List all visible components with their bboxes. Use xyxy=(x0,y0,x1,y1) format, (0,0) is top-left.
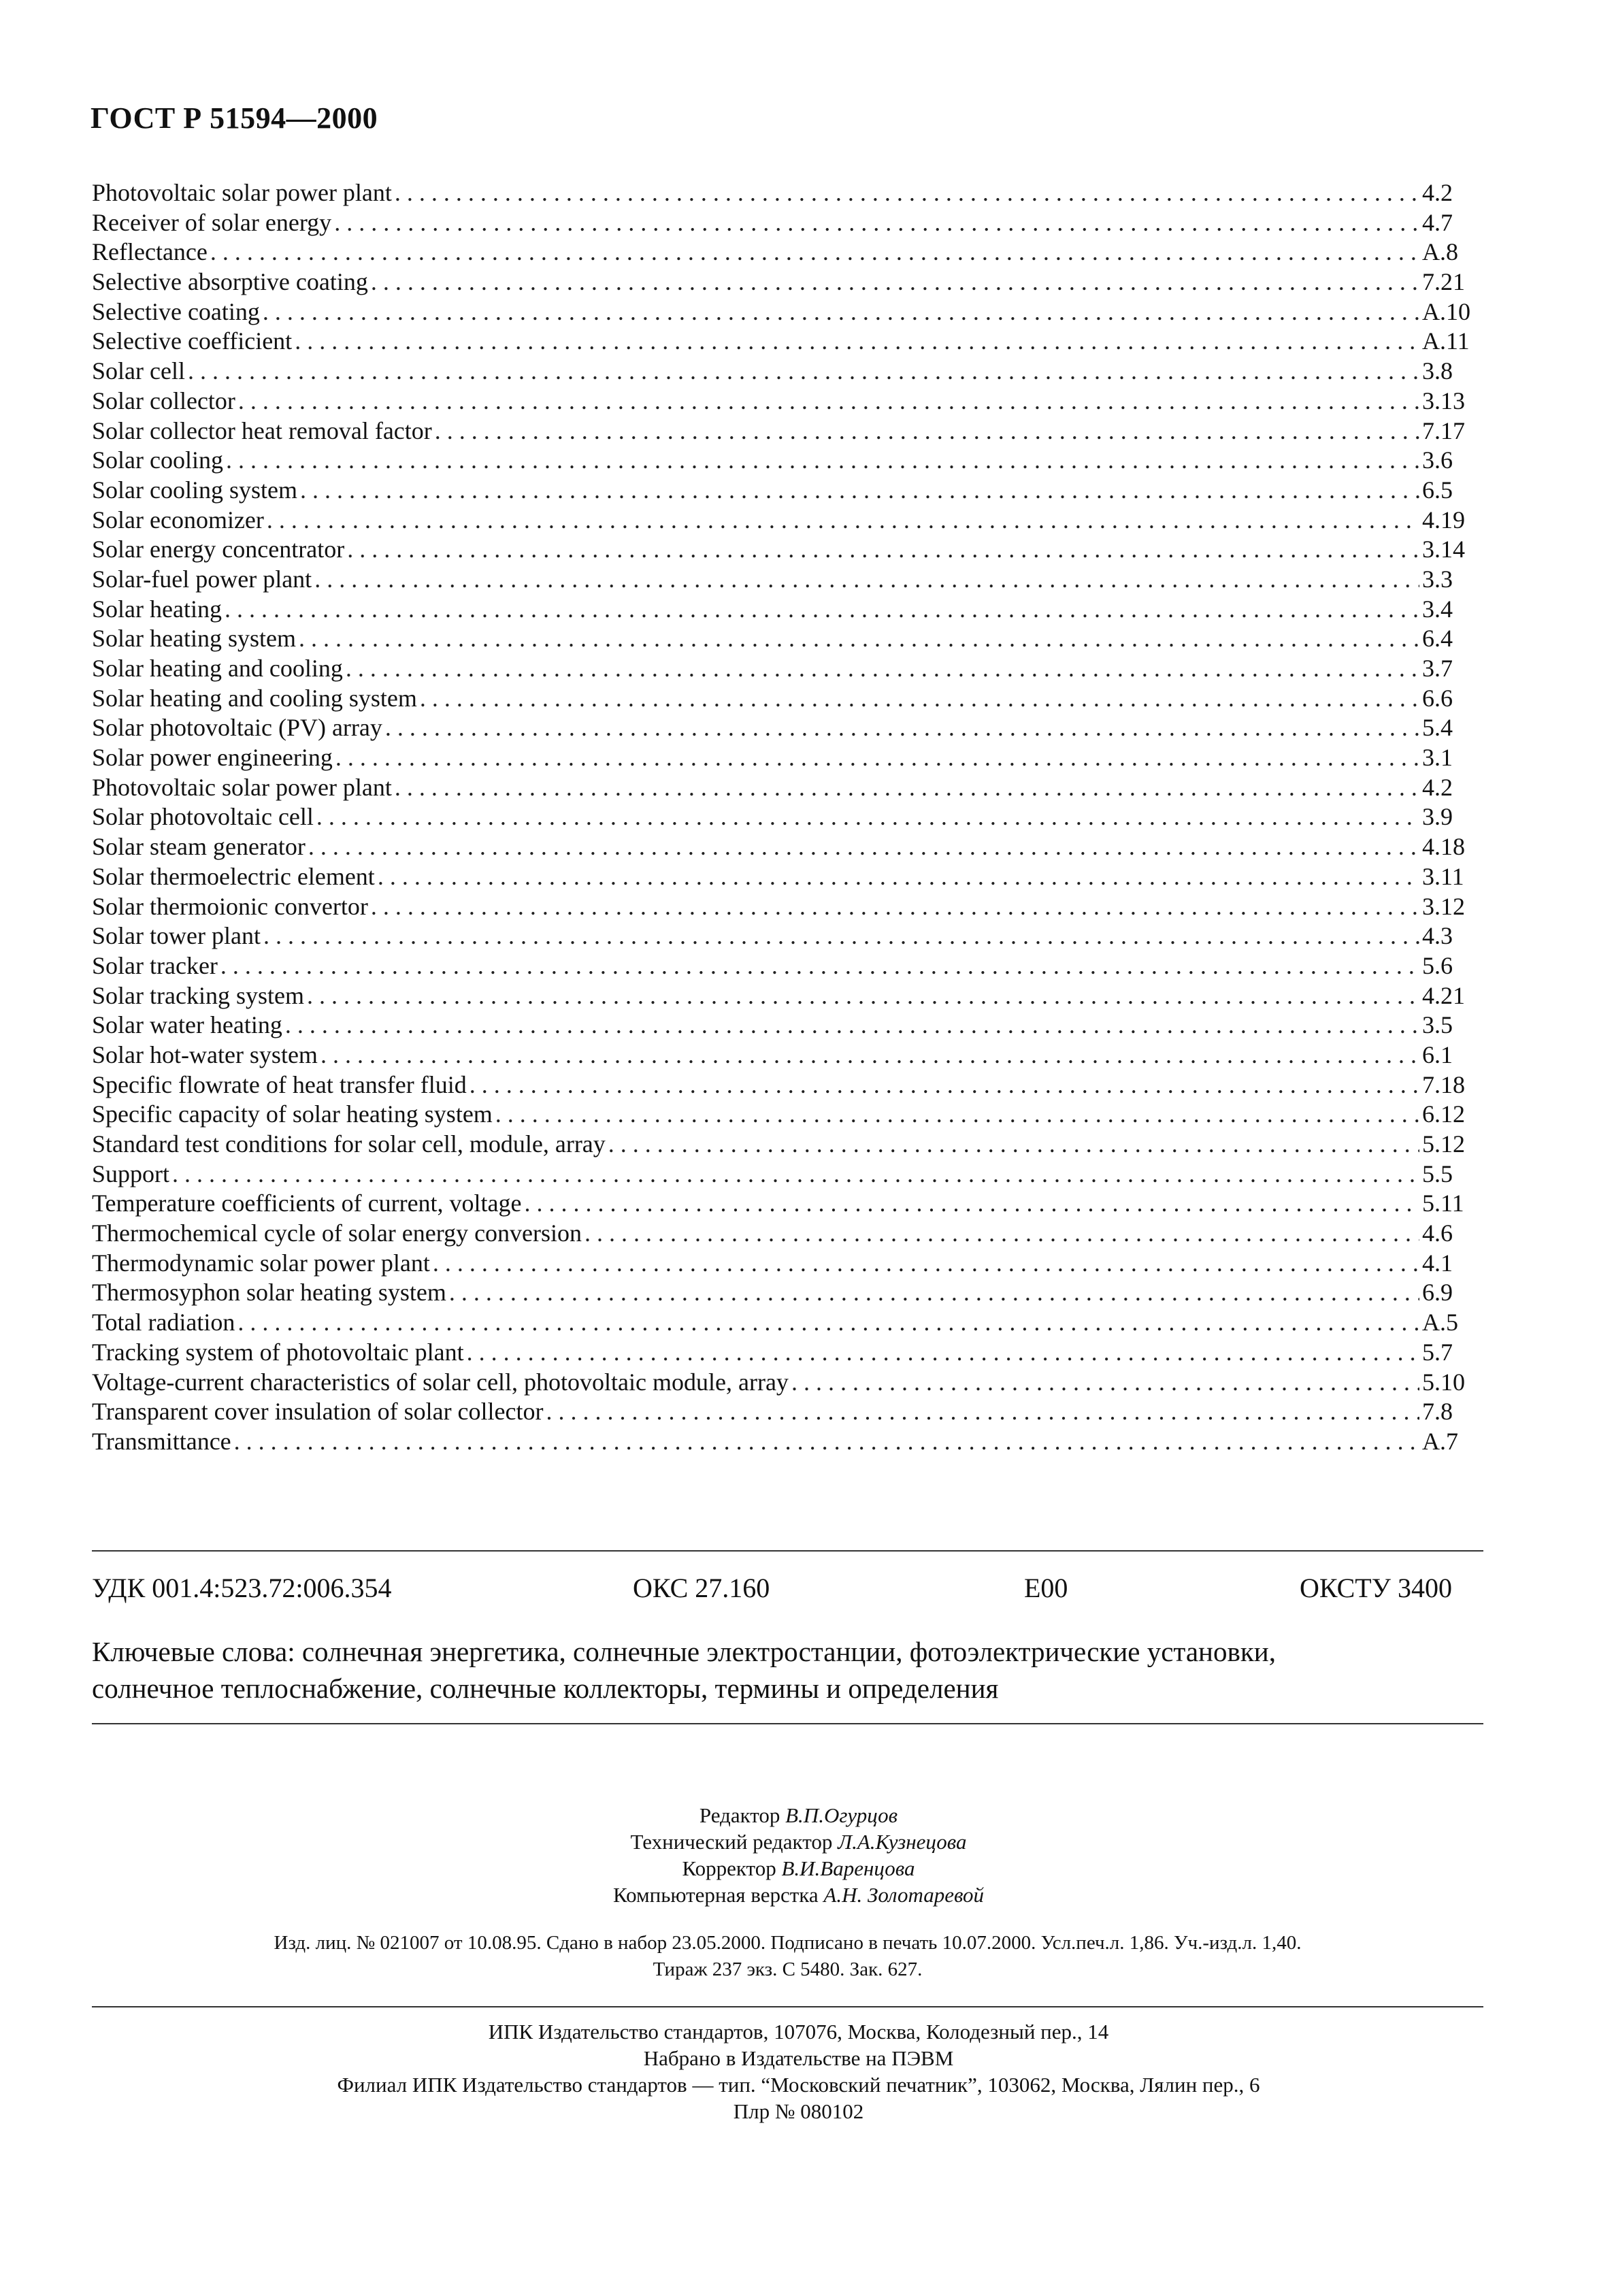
index-reference: 3.13 xyxy=(1422,387,1465,414)
index-entry xyxy=(92,1427,1483,1457)
divider-middle xyxy=(92,1723,1483,1724)
index-entry xyxy=(92,297,1483,327)
editor-name: В.П.Огурцов xyxy=(785,1803,898,1827)
printing-info xyxy=(0,2018,1597,2125)
index-reference: 4.2 xyxy=(1422,773,1453,801)
index-entry xyxy=(92,1070,1483,1100)
index-term: Total radiation xyxy=(92,1309,235,1336)
index-reference: 5.6 xyxy=(1422,951,1453,979)
index-reference: 5.4 xyxy=(1422,714,1453,742)
index-reference: 5.11 xyxy=(1422,1190,1464,1217)
index-entry xyxy=(92,1040,1483,1070)
dot-leader xyxy=(267,506,1419,536)
index-entry xyxy=(92,624,1483,654)
index-term: Solar power engineering xyxy=(92,744,333,772)
dot-leader xyxy=(371,267,1419,297)
index-entry xyxy=(92,208,1483,238)
index-term: Solar tracker xyxy=(92,951,218,979)
index-entry xyxy=(92,981,1483,1011)
dot-leader xyxy=(347,535,1419,565)
index-reference: 3.3 xyxy=(1422,565,1453,593)
index-reference: 5.12 xyxy=(1422,1130,1465,1158)
index-reference: 3.1 xyxy=(1422,744,1453,772)
index-entry xyxy=(92,921,1483,951)
index-entry xyxy=(92,565,1483,595)
index-term: Solar collector heat removal factor xyxy=(92,416,432,444)
index-term: Solar heating and cooling system xyxy=(92,684,417,712)
udk-code: УДК 001.4:523.72:006.354 xyxy=(92,1573,392,1603)
publication-line-2: Тираж 237 экз. С 5480. Зак. 627. xyxy=(653,1958,923,1980)
standard-designation: ГОСТ Р 51594—2000 xyxy=(90,101,378,135)
index-reference: 4.1 xyxy=(1422,1249,1453,1277)
index-term: Thermodynamic solar power plant xyxy=(92,1249,430,1277)
index-term: Selective coating xyxy=(92,297,260,325)
dot-leader xyxy=(334,208,1419,238)
corrector-name: В.И.Варенцова xyxy=(781,1856,915,1880)
index-term: Transmittance xyxy=(92,1427,231,1455)
index-term: Solar thermoionic convertor xyxy=(92,892,368,920)
layout-label: Компьютерная верстка xyxy=(612,1883,819,1907)
dot-leader xyxy=(285,1011,1419,1040)
index-reference: 4.6 xyxy=(1422,1219,1453,1247)
index-term: Receiver of solar energy xyxy=(92,208,332,236)
index-entry xyxy=(92,1160,1483,1190)
index-reference: A.10 xyxy=(1422,297,1470,325)
index-term: Solar-fuel power plant xyxy=(92,565,312,593)
dot-leader xyxy=(585,1219,1419,1249)
dot-leader xyxy=(188,357,1419,387)
printing-line-2: Набрано в Издательстве на ПЭВМ xyxy=(643,2046,954,2070)
dot-leader xyxy=(449,1278,1419,1308)
dot-leader xyxy=(263,297,1419,327)
printing-line-3: Филиал ИПК Издательство стандартов — тип. “Московский печатник”, 103062, Москва, Лялин пер., 6 xyxy=(337,2073,1260,2097)
index-term: Selective absorptive coating xyxy=(92,268,368,296)
layout-line xyxy=(0,1882,1597,1908)
keywords-block xyxy=(92,1633,1487,1707)
dot-leader xyxy=(307,981,1419,1011)
index-reference: 6.4 xyxy=(1422,625,1453,653)
oks-code: ОКС 27.160 xyxy=(633,1573,770,1603)
dot-leader xyxy=(210,237,1419,267)
tech-editor-label: Технический редактор xyxy=(630,1830,833,1854)
dot-leader xyxy=(172,1160,1419,1190)
editor-line xyxy=(0,1802,1597,1828)
index-entry xyxy=(92,595,1483,625)
index-entry xyxy=(92,267,1483,297)
index-term: Solar collector xyxy=(92,387,235,414)
index-reference: 4.21 xyxy=(1422,981,1465,1009)
tech-editor-line xyxy=(0,1828,1597,1855)
group-code: Е00 xyxy=(1024,1573,1068,1603)
index-term: Solar steam generator xyxy=(92,833,306,861)
index-reference: 5.5 xyxy=(1422,1160,1453,1187)
index-entry xyxy=(92,1338,1483,1368)
dot-leader xyxy=(525,1189,1419,1219)
index-entry xyxy=(92,416,1483,446)
index-term: Transparent cover insulation of solar collector xyxy=(92,1398,544,1426)
dot-leader xyxy=(435,416,1419,446)
index-term: Selective coefficient xyxy=(92,327,293,355)
dot-leader xyxy=(791,1368,1419,1398)
index-entry xyxy=(92,1189,1483,1219)
index-term: Solar economizer xyxy=(92,506,264,534)
index-entry xyxy=(92,1368,1483,1398)
index-term: Solar energy concentrator xyxy=(92,536,345,563)
editor-label: Редактор xyxy=(699,1803,780,1827)
index-term: Solar tower plant xyxy=(92,922,261,950)
index-reference: 3.8 xyxy=(1422,357,1453,385)
index-reference: 3.5 xyxy=(1422,1011,1453,1039)
index-term: Photovoltaic solar power plant xyxy=(92,179,392,206)
dot-leader xyxy=(295,327,1419,357)
index-term: Solar heating and cooling xyxy=(92,655,343,682)
index-reference: 4.2 xyxy=(1422,179,1453,206)
dot-leader xyxy=(395,178,1419,208)
index-reference: 3.7 xyxy=(1422,655,1453,682)
dot-leader xyxy=(495,1100,1419,1130)
dot-leader xyxy=(226,446,1419,476)
index-reference: 6.6 xyxy=(1422,684,1453,712)
index-reference: 5.7 xyxy=(1422,1338,1453,1366)
index-entry xyxy=(92,684,1483,714)
dot-leader xyxy=(335,743,1419,773)
index-entry xyxy=(92,832,1483,862)
dot-leader xyxy=(238,387,1419,416)
dot-leader xyxy=(320,1040,1419,1070)
index-term: Solar tracking system xyxy=(92,981,304,1009)
okstu-code: ОКСТУ 3400 xyxy=(1300,1573,1453,1603)
index-reference: 3.4 xyxy=(1422,595,1453,623)
index-term: Solar hot-water system xyxy=(92,1040,318,1068)
index-entry xyxy=(92,1219,1483,1249)
index-entry xyxy=(92,357,1483,387)
index-entry xyxy=(92,1278,1483,1308)
index-entry xyxy=(92,802,1483,832)
dot-leader xyxy=(300,476,1419,506)
index-term: Support xyxy=(92,1160,170,1187)
index-reference: 3.12 xyxy=(1422,892,1465,920)
dot-leader xyxy=(316,802,1419,832)
keywords-line-2: солнечное теплоснабжение, солнечные коллекторы, термины и определения xyxy=(92,1673,999,1704)
dot-leader xyxy=(220,951,1419,981)
index-reference: 3.9 xyxy=(1422,803,1453,831)
index-term: Temperature coefficients of current, voltage xyxy=(92,1190,522,1217)
dot-leader xyxy=(234,1427,1419,1457)
index-term: Specific capacity of solar heating system xyxy=(92,1100,493,1128)
index-term: Photovoltaic solar power plant xyxy=(92,773,392,801)
publication-info xyxy=(92,1930,1483,1983)
index-term: Specific flowrate of heat transfer fluid xyxy=(92,1070,467,1098)
index-entry xyxy=(92,1308,1483,1338)
index-reference: A.7 xyxy=(1422,1427,1458,1455)
index-entry xyxy=(92,237,1483,267)
dot-leader xyxy=(299,624,1419,654)
index-reference: 4.3 xyxy=(1422,922,1453,950)
index-term: Reflectance xyxy=(92,238,208,266)
index-entry xyxy=(92,506,1483,536)
index-reference: 3.6 xyxy=(1422,446,1453,474)
dot-leader xyxy=(608,1130,1419,1160)
dot-leader xyxy=(371,892,1419,922)
index-reference: 3.14 xyxy=(1422,536,1465,563)
index-reference: 7.8 xyxy=(1422,1398,1453,1426)
index-entry xyxy=(92,892,1483,922)
index-reference: 5.10 xyxy=(1422,1368,1465,1396)
index-reference: 4.19 xyxy=(1422,506,1465,534)
dot-leader xyxy=(237,1308,1419,1338)
index-term: Voltage-current characteristics of solar cell, photovoltaic module, array xyxy=(92,1368,789,1396)
index-reference: 4.7 xyxy=(1422,208,1453,236)
index-reference: 7.17 xyxy=(1422,416,1465,444)
index-term: Solar cell xyxy=(92,357,185,385)
dot-leader xyxy=(420,684,1419,714)
dot-leader xyxy=(225,595,1419,625)
dot-leader xyxy=(546,1397,1420,1427)
index-entry xyxy=(92,1249,1483,1279)
corrector-label: Корректор xyxy=(682,1856,776,1880)
dot-leader xyxy=(263,921,1419,951)
tech-editor-name: Л.А.Кузнецова xyxy=(838,1830,967,1854)
index-term: Solar cooling system xyxy=(92,476,297,504)
index-entry xyxy=(92,446,1483,476)
index-term: Thermosyphon solar heating system xyxy=(92,1279,446,1307)
index-term: Thermochemical cycle of solar energy conversion xyxy=(92,1219,582,1247)
index-reference: 4.18 xyxy=(1422,833,1465,861)
index-entry xyxy=(92,178,1483,208)
index-reference: 3.11 xyxy=(1422,862,1464,890)
dot-leader xyxy=(314,565,1419,595)
index-entry xyxy=(92,1130,1483,1160)
index-reference: 6.1 xyxy=(1422,1040,1453,1068)
index-reference: 7.21 xyxy=(1422,268,1465,296)
printing-line-4: Плр № 080102 xyxy=(733,2099,864,2123)
index-entry xyxy=(92,1397,1483,1427)
dot-leader xyxy=(308,832,1419,862)
index-term: Solar heating system xyxy=(92,625,296,653)
index-entry xyxy=(92,1100,1483,1130)
index-reference: A.8 xyxy=(1422,238,1458,266)
dot-leader xyxy=(470,1070,1419,1100)
index-term: Solar photovoltaic (PV) array xyxy=(92,714,382,742)
index-reference: A.11 xyxy=(1422,327,1470,355)
index-entry xyxy=(92,862,1483,892)
credits-block xyxy=(0,1802,1597,1908)
index-reference: 6.5 xyxy=(1422,476,1453,504)
printing-line-1: ИПК Издательство стандартов, 107076, Москва, Колодезный пер., 14 xyxy=(488,2020,1109,2044)
index-entry xyxy=(92,713,1483,743)
index-reference: 7.18 xyxy=(1422,1070,1465,1098)
index-term: Solar thermoelectric element xyxy=(92,862,375,890)
index-term: Solar water heating xyxy=(92,1011,282,1039)
index-reference: 6.9 xyxy=(1422,1279,1453,1307)
dot-leader xyxy=(378,862,1419,892)
keywords-line-1: Ключевые слова: солнечная энергетика, солнечные электростанции, фотоэлектрические установки, xyxy=(92,1636,1276,1667)
index-entry xyxy=(92,1011,1483,1040)
term-index xyxy=(92,178,1483,1457)
index-entry xyxy=(92,654,1483,684)
index-entry xyxy=(92,951,1483,981)
corrector-line xyxy=(0,1855,1597,1882)
index-term: Solar heating xyxy=(92,595,222,623)
dot-leader xyxy=(385,713,1419,743)
index-entry xyxy=(92,535,1483,565)
index-reference: 6.12 xyxy=(1422,1100,1465,1128)
index-term: Solar photovoltaic cell xyxy=(92,803,314,831)
index-entry xyxy=(92,476,1483,506)
dot-leader xyxy=(433,1249,1419,1279)
index-term: Standard test conditions for solar cell, module, array xyxy=(92,1130,606,1158)
index-entry xyxy=(92,773,1483,803)
index-entry xyxy=(92,327,1483,357)
index-reference: A.5 xyxy=(1422,1309,1458,1336)
index-term: Tracking system of photovoltaic plant xyxy=(92,1338,464,1366)
index-entry xyxy=(92,387,1483,416)
index-entry xyxy=(92,743,1483,773)
index-term: Solar cooling xyxy=(92,446,223,474)
dot-leader xyxy=(395,773,1419,803)
divider-bottom xyxy=(92,2006,1483,2007)
dot-leader xyxy=(467,1338,1419,1368)
divider-top xyxy=(92,1550,1483,1552)
dot-leader xyxy=(346,654,1419,684)
layout-name: А.Н. Золотаревой xyxy=(823,1883,985,1907)
publication-line-1: Изд. лиц. № 021007 от 10.08.95. Сдано в набор 23.05.2000. Подписано в печать 10.07.2000. Усл.печ.л. 1,86. Уч.-изд.л. 1,40. xyxy=(274,1932,1302,1954)
